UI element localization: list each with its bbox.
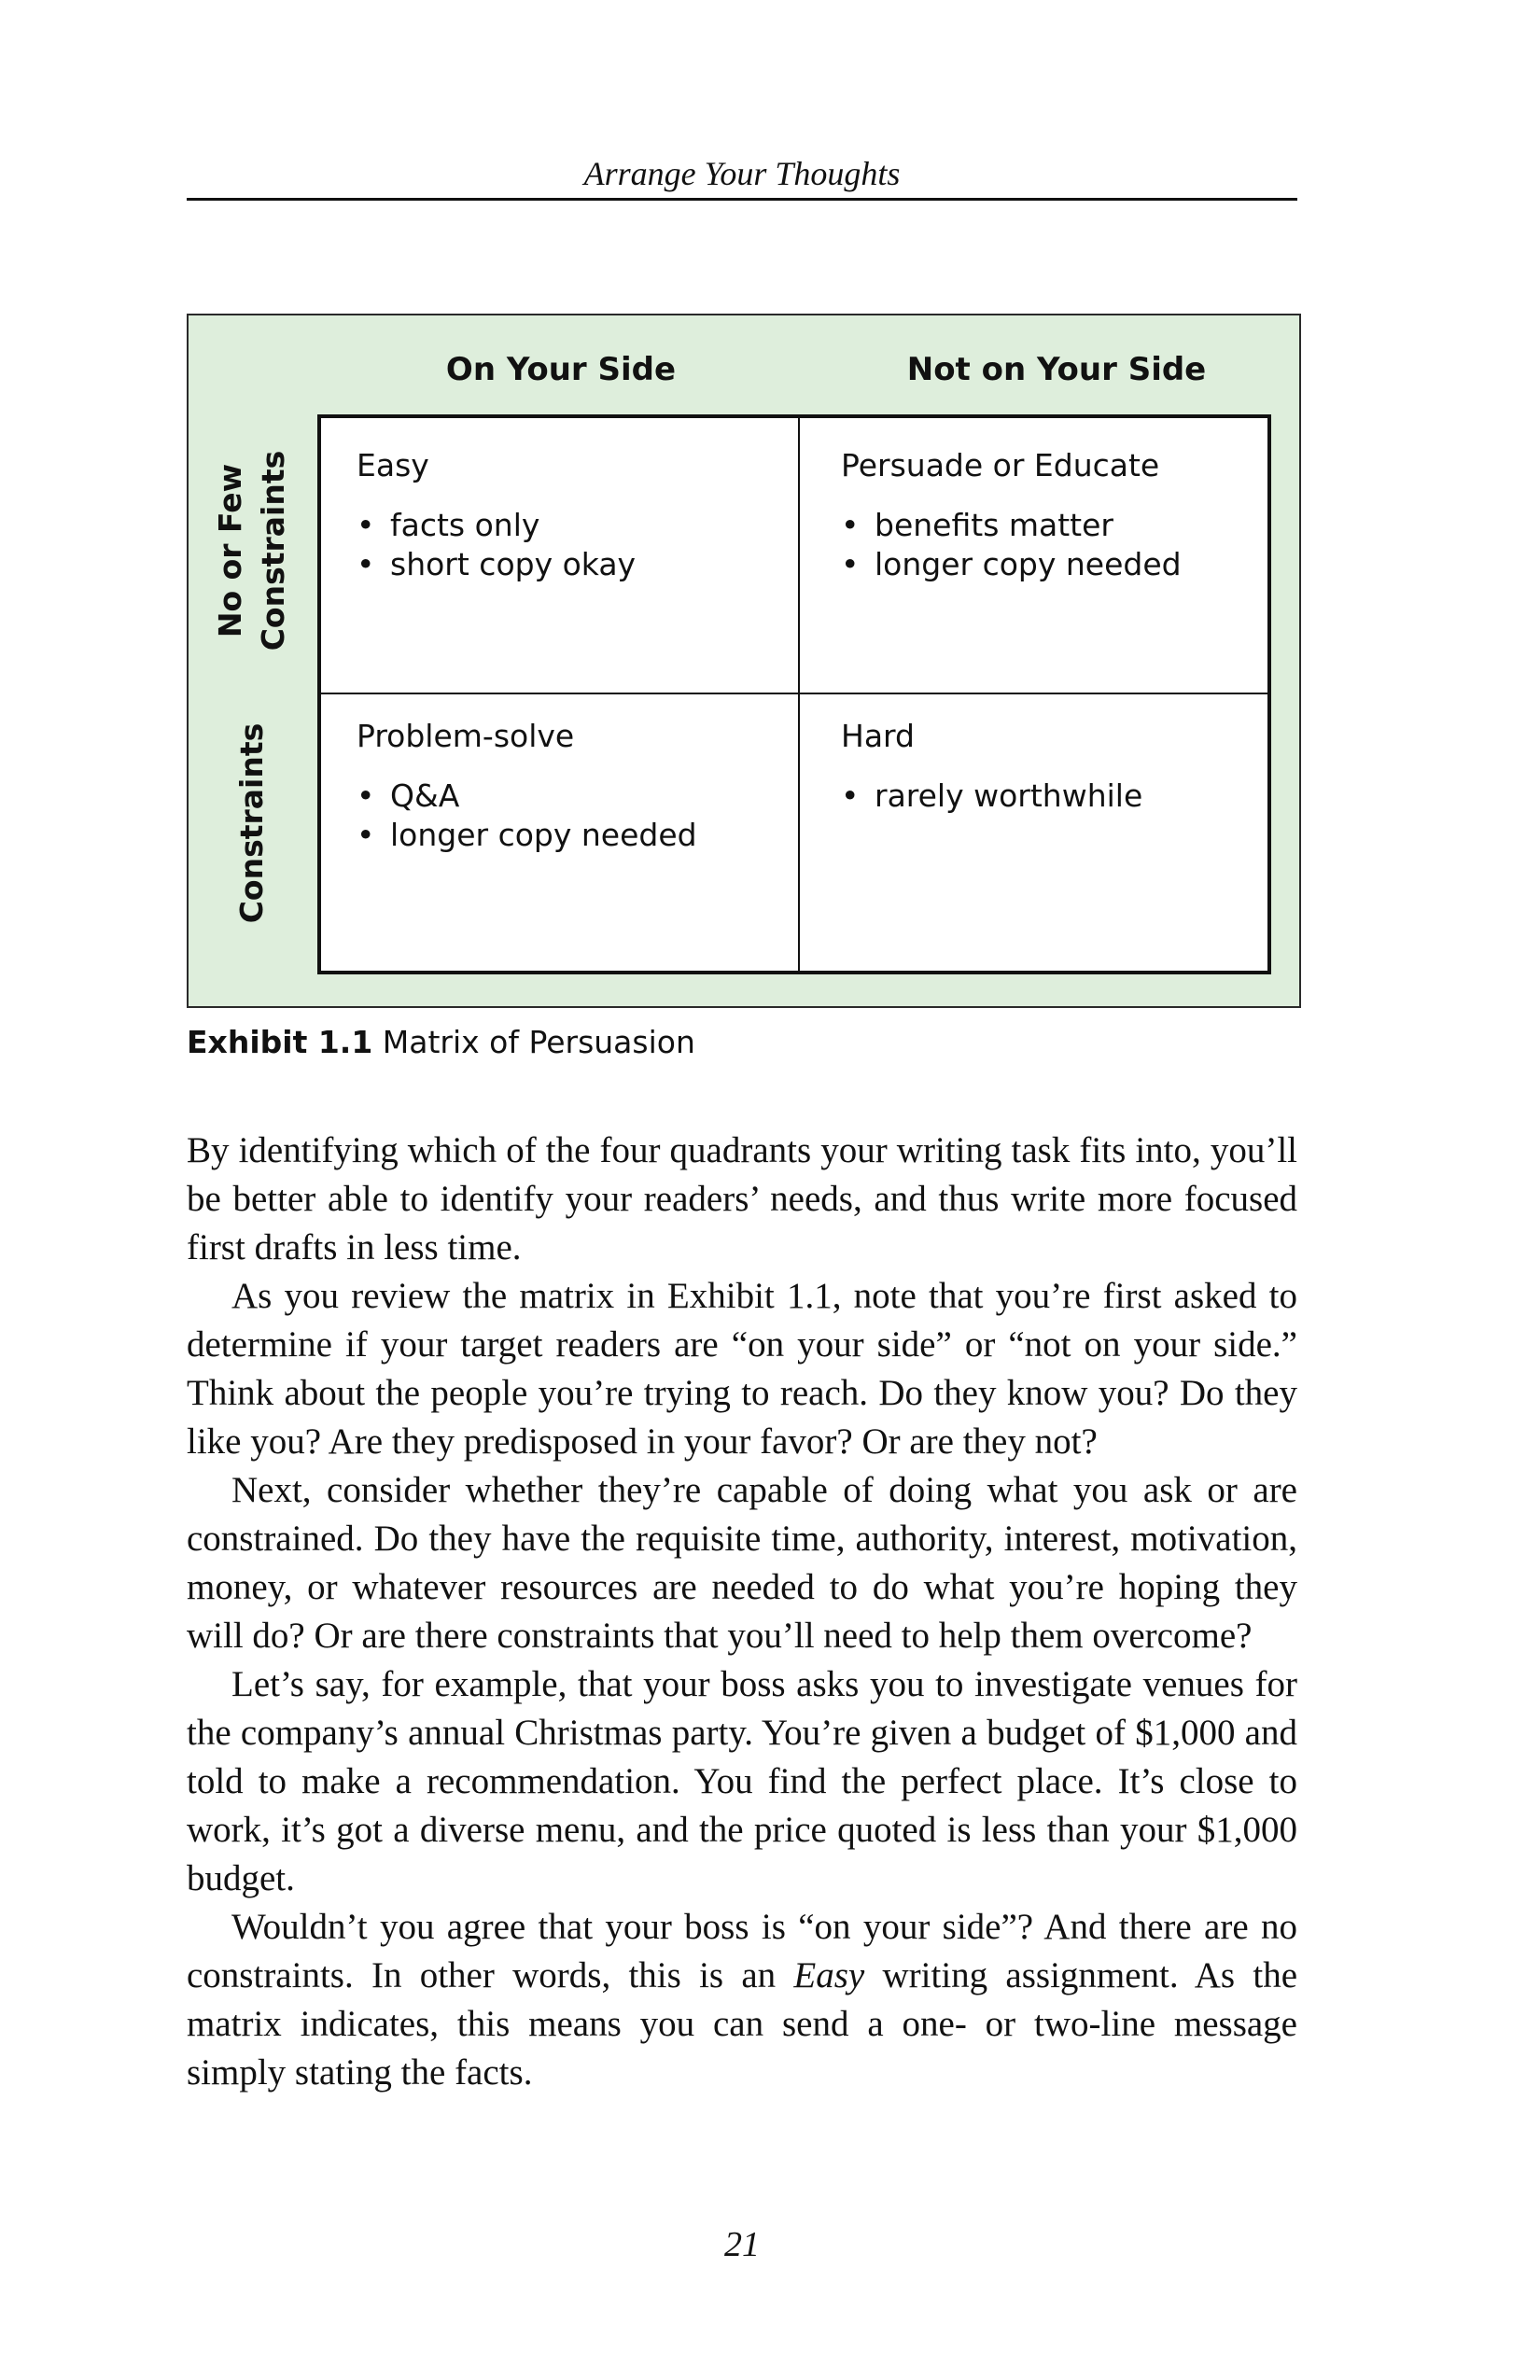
- quadrant-title: Persuade or Educate: [841, 447, 1160, 483]
- paragraph: [187, 1903, 1297, 2097]
- quadrant-bullets: [357, 506, 795, 584]
- quadrant-hard: [841, 715, 1280, 816]
- paragraph: As you review the matrix in Exhibit 1.1, note that you’re first asked to determine if your target readers are “on your side” or “not on your side.” Think about the people you’re trying to reach. Do they know you? Do they like you? Are they predisposed in your favor? Or are they not?: [187, 1276, 1297, 1462]
- page-number: 21: [724, 2225, 760, 2264]
- bullet-item: • facts only: [357, 506, 795, 545]
- bullet-item: • benefits matter: [841, 506, 1280, 545]
- persuasion-matrix-exhibit: [187, 314, 1301, 1008]
- body-text: [187, 1127, 1297, 2097]
- grid-vertical-divider: [798, 418, 800, 971]
- row-label-constraints: [196, 683, 308, 963]
- quadrant-title: Easy: [357, 447, 429, 483]
- row-label-line: Constraints: [255, 450, 291, 651]
- row-label-line: Constraints: [233, 722, 270, 924]
- paragraph: By identifying which of the four quadrants your writing task fits into, you’ll be better able to identify your readers’ needs, and thus write more focused first drafts in less time.: [187, 1130, 1297, 1267]
- caption-label: Exhibit 1.1: [187, 1024, 373, 1060]
- paragraph: Next, consider whether they’re capable of doing what you ask or are constrained. Do they have the requisite time, authority, interest, motivation, money, or whatever resources are needed to do what you’re hoping they will do? Or are there constraints that you’ll need to help them overcome?: [187, 1470, 1297, 1656]
- paragraph-text: writing assignment. As the matrix indicates, this means you can send a one- or two-line message simply stating the facts.: [187, 1955, 1297, 2093]
- matrix-grid: [317, 414, 1271, 974]
- bullet-item: • longer copy needed: [357, 816, 795, 855]
- grid-horizontal-divider: [321, 693, 1267, 694]
- bullet-item: • rarely worthwhile: [841, 777, 1280, 816]
- quadrant-persuade-or-educate: [841, 444, 1280, 584]
- column-header-not-on-your-side: Not on Your Side: [906, 351, 1207, 388]
- bullet-item: • Q&A: [357, 777, 795, 816]
- quadrant-problem-solve: [357, 715, 795, 855]
- quadrant-bullets: [841, 506, 1280, 584]
- emphasis-easy: Easy: [793, 1955, 865, 1995]
- bullet-item: • longer copy needed: [841, 545, 1280, 584]
- quadrant-bullets: [357, 777, 795, 855]
- paragraph: Let’s say, for example, that your boss asks you to investigate venues for the company’s annual Christmas party. You’re given a budget of $1,000 and told to make a recommendation. You find the perfect place. It’s close to work, it’s got a diverse menu, and the price quoted is less than your $1,000 budget.: [187, 1664, 1297, 1898]
- caption-text: Matrix of Persuasion: [382, 1024, 695, 1060]
- quadrant-bullets: [841, 777, 1280, 816]
- bullet-item: • short copy okay: [357, 545, 795, 584]
- quadrant-title: Problem-solve: [357, 718, 575, 754]
- row-label-line: No or Few: [212, 463, 248, 638]
- column-header-on-your-side: On Your Side: [445, 351, 677, 388]
- running-head: Arrange Your Thoughts: [583, 155, 901, 192]
- quadrant-easy: [357, 444, 795, 584]
- header-rule: [187, 198, 1297, 201]
- row-label-no-or-few-constraints: [196, 411, 308, 691]
- exhibit-caption: [187, 1019, 1297, 1066]
- paragraph-text: Wouldn’t you agree that your boss is “on your side”? And there are no constraints. In other words, this is an: [187, 1907, 1297, 1995]
- quadrant-title: Hard: [841, 718, 915, 754]
